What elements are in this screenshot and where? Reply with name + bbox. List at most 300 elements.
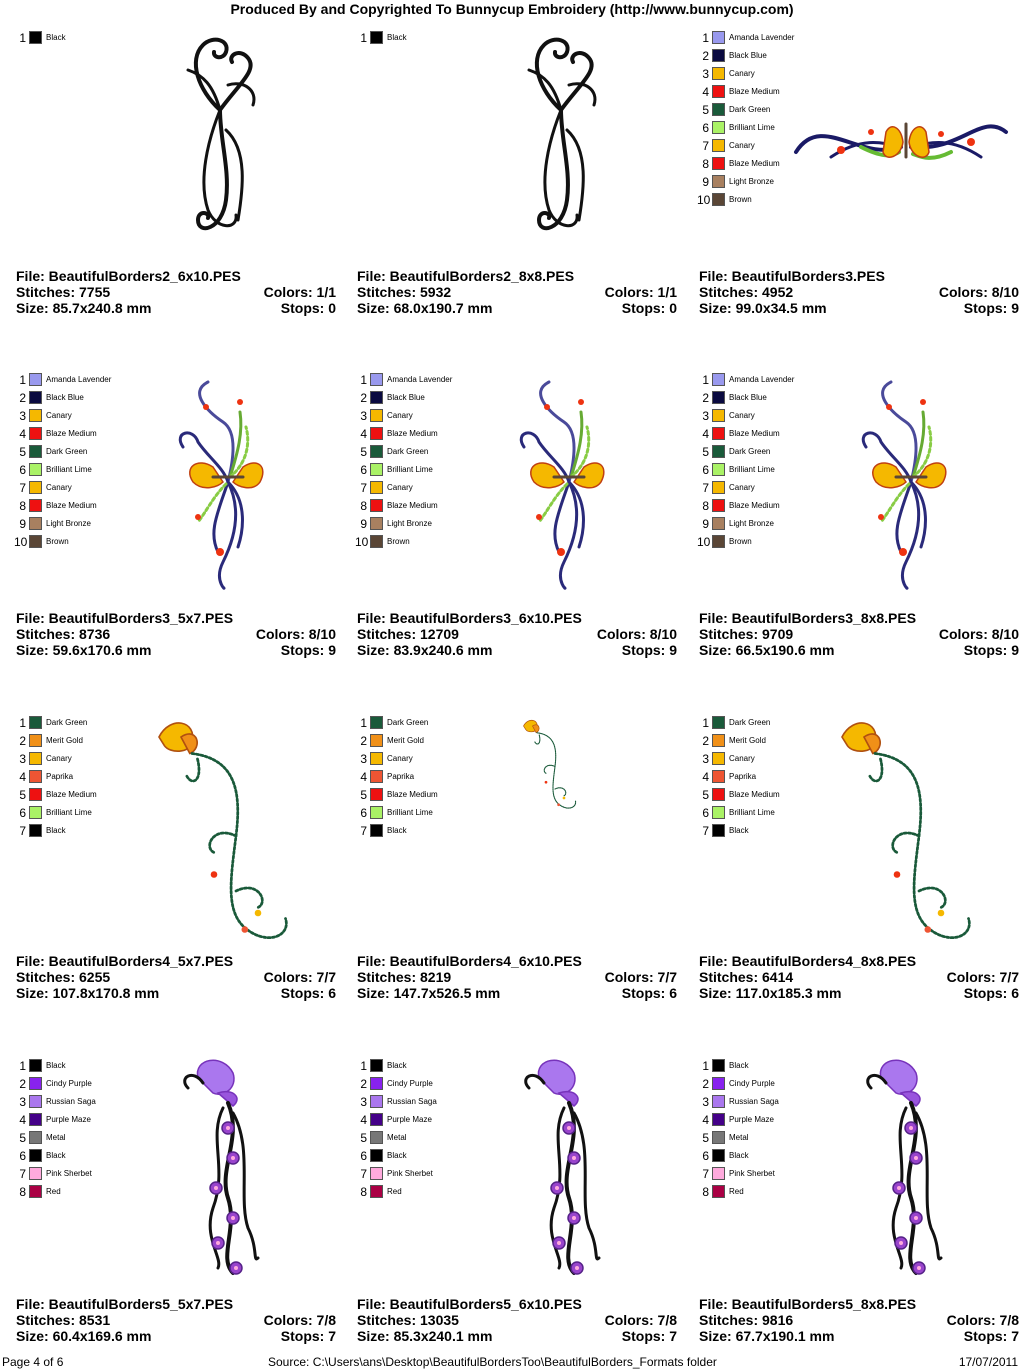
thread-number: 4: [360, 1113, 367, 1127]
thread-name: Blaze Medium: [387, 429, 438, 438]
thread-number: 1: [702, 1059, 709, 1073]
thread-name: Blaze Medium: [729, 429, 780, 438]
thread-number: 8: [702, 157, 709, 171]
design-size: Size: 67.7x190.1 mm: [699, 1328, 835, 1344]
thread-name: Dark Green: [729, 105, 771, 114]
thread-name: Light Bronze: [46, 519, 91, 528]
thread-number: 2: [702, 1077, 709, 1091]
design-info: [699, 953, 1019, 1001]
design-card: [8, 20, 338, 320]
thread-color-swatch: [712, 535, 725, 548]
thread-number: 8: [19, 499, 26, 513]
thread-color-swatch: [29, 824, 42, 837]
thread-number: 4: [702, 770, 709, 784]
thread-row: [697, 84, 897, 100]
embroidery-design-preview: [168, 30, 278, 260]
thread-color-swatch: [370, 734, 383, 747]
thread-number: 4: [19, 770, 26, 784]
thread-name: Paprika: [46, 772, 74, 781]
thread-number: 3: [360, 409, 367, 423]
thread-name: Canary: [46, 411, 72, 420]
stitch-count: Stitches: 6255: [16, 969, 111, 985]
stitches-row: [699, 284, 1019, 300]
design-size: Size: 83.9x240.6 mm: [357, 642, 493, 658]
color-count: Colors: 1/1: [263, 284, 336, 300]
thread-color-swatch: [712, 445, 725, 458]
thread-name: Black: [46, 826, 66, 835]
thread-number: 6: [360, 1149, 367, 1163]
thread-color-swatch: [370, 31, 383, 44]
size-row: [357, 985, 677, 1001]
thread-row: [697, 48, 897, 64]
thread-color-swatch: [29, 1095, 42, 1108]
embroidery-design-preview: [851, 372, 961, 602]
thread-number: 2: [360, 391, 367, 405]
design-info: [357, 610, 677, 658]
stitches-row: [699, 626, 1019, 642]
thread-color-swatch: [29, 1077, 42, 1090]
thread-number: 1: [360, 373, 367, 387]
thread-number: 3: [360, 752, 367, 766]
thread-color-swatch: [712, 824, 725, 837]
file-name: File: BeautifulBorders3_5x7.PES: [16, 610, 234, 626]
design-info: [357, 953, 677, 1001]
thread-color-swatch: [370, 770, 383, 783]
thread-number: 7: [19, 1167, 26, 1181]
thread-number: 7: [360, 481, 367, 495]
thread-name: Dark Green: [387, 447, 429, 456]
thread-color-swatch: [370, 409, 383, 422]
thread-number: 5: [702, 103, 709, 117]
stop-count: Stops: 0: [280, 300, 336, 316]
thread-color-swatch: [370, 499, 383, 512]
thread-color-swatch: [370, 1059, 383, 1072]
thread-number: 7: [360, 1167, 367, 1181]
design-info: [16, 610, 336, 658]
thread-number: 4: [360, 427, 367, 441]
thread-color-swatch: [370, 1113, 383, 1126]
thread-number: 7: [360, 824, 367, 838]
thread-number: 4: [702, 85, 709, 99]
thread-name: Dark Green: [46, 447, 88, 456]
thread-name: Brown: [729, 195, 752, 204]
thread-name: Black: [729, 1151, 749, 1160]
stitch-count: Stitches: 9709: [699, 626, 794, 642]
thread-row: [697, 30, 897, 46]
thread-number: 1: [702, 31, 709, 45]
thread-number: 6: [360, 806, 367, 820]
thread-color-swatch: [370, 1149, 383, 1162]
color-count: Colors: 8/10: [938, 284, 1019, 300]
thread-name: Light Bronze: [729, 519, 774, 528]
thread-color-swatch: [712, 175, 725, 188]
design-info: [16, 1296, 336, 1344]
thread-color-swatch: [712, 67, 725, 80]
thread-color-swatch: [712, 1095, 725, 1108]
thread-color-swatch: [29, 734, 42, 747]
thread-name: Russian Saga: [729, 1097, 779, 1106]
size-row: [16, 985, 336, 1001]
thread-name: Brilliant Lime: [729, 123, 775, 132]
thread-number: 7: [19, 481, 26, 495]
thread-name: Blaze Medium: [46, 429, 97, 438]
thread-name: Brilliant Lime: [729, 465, 775, 474]
thread-name: Black: [387, 1151, 407, 1160]
thread-number: 5: [19, 1131, 26, 1145]
size-row: [16, 642, 336, 658]
thread-name: Light Bronze: [729, 177, 774, 186]
thread-name: Red: [729, 1187, 744, 1196]
design-size: Size: 85.3x240.1 mm: [357, 1328, 493, 1344]
thread-color-swatch: [29, 535, 42, 548]
thread-number: 10: [697, 193, 711, 207]
design-size: Size: 107.8x170.8 mm: [16, 985, 160, 1001]
thread-number: 9: [702, 517, 709, 531]
thread-color-swatch: [712, 157, 725, 170]
thread-name: Merit Gold: [729, 736, 766, 745]
thread-name: Red: [46, 1187, 61, 1196]
thread-name: Black Blue: [729, 393, 767, 402]
design-size: Size: 68.0x190.7 mm: [357, 300, 493, 316]
design-card: [691, 705, 1021, 1005]
stitches-row: [357, 284, 677, 300]
thread-color-swatch: [370, 373, 383, 386]
thread-color-swatch: [712, 1059, 725, 1072]
thread-name: Cindy Purple: [46, 1079, 92, 1088]
thread-color-swatch: [29, 1113, 42, 1126]
thread-color-swatch: [712, 1185, 725, 1198]
source-path: Source: C:\Users\ans\Desktop\BeautifulBordersToo\BeautifulBorders_Formats folder: [268, 1355, 717, 1369]
thread-number: 5: [702, 445, 709, 459]
thread-name: Canary: [729, 141, 755, 150]
embroidery-design-preview: [791, 102, 1011, 182]
stop-count: Stops: 7: [963, 1328, 1019, 1344]
color-count: Colors: 1/1: [604, 284, 677, 300]
thread-name: Brilliant Lime: [729, 808, 775, 817]
size-row: [699, 985, 1019, 1001]
thread-name: Amanda Lavender: [46, 375, 112, 384]
color-count: Colors: 7/7: [946, 969, 1019, 985]
design-info: [16, 268, 336, 316]
thread-number: 6: [702, 806, 709, 820]
stitches-row: [357, 1312, 677, 1328]
thread-color-swatch: [712, 1149, 725, 1162]
thread-name: Russian Saga: [46, 1097, 96, 1106]
thread-number: 10: [355, 535, 369, 549]
design-size: Size: 60.4x169.6 mm: [16, 1328, 152, 1344]
thread-name: Black: [729, 1061, 749, 1070]
thread-color-swatch: [712, 193, 725, 206]
thread-color-swatch: [29, 481, 42, 494]
thread-color-swatch: [370, 463, 383, 476]
stitches-row: [699, 969, 1019, 985]
thread-color-swatch: [29, 409, 42, 422]
thread-number: 7: [702, 481, 709, 495]
thread-color-swatch: [712, 463, 725, 476]
thread-color-swatch: [370, 481, 383, 494]
thread-name: Russian Saga: [387, 1097, 437, 1106]
design-size: Size: 147.7x526.5 mm: [357, 985, 501, 1001]
design-card: [691, 20, 1021, 320]
thread-name: Merit Gold: [387, 736, 424, 745]
thread-number: 5: [360, 1131, 367, 1145]
stitches-row: [16, 284, 336, 300]
thread-color-swatch: [712, 1077, 725, 1090]
thread-number: 2: [360, 1077, 367, 1091]
stop-count: Stops: 6: [280, 985, 336, 1001]
thread-color-swatch: [712, 49, 725, 62]
design-card: [349, 1048, 679, 1348]
thread-name: Blaze Medium: [387, 501, 438, 510]
thread-number: 6: [702, 1149, 709, 1163]
thread-number: 9: [360, 517, 367, 531]
thread-name: Canary: [729, 754, 755, 763]
thread-color-swatch: [712, 373, 725, 386]
thread-number: 1: [360, 716, 367, 730]
thread-number: 4: [702, 1113, 709, 1127]
thread-color-swatch: [370, 1185, 383, 1198]
page-number: Page 4 of 6: [2, 1355, 64, 1369]
thread-number: 7: [702, 824, 709, 838]
thread-name: Brilliant Lime: [46, 808, 92, 817]
thread-number: 1: [360, 1059, 367, 1073]
thread-number: 6: [19, 1149, 26, 1163]
design-info: [699, 610, 1019, 658]
thread-number: 3: [702, 752, 709, 766]
stitch-count: Stitches: 9816: [699, 1312, 794, 1328]
color-count: Colors: 7/7: [263, 969, 336, 985]
thread-name: Blaze Medium: [729, 790, 780, 799]
thread-name: Metal: [387, 1133, 407, 1142]
thread-name: Canary: [46, 483, 72, 492]
thread-color-swatch: [370, 391, 383, 404]
thread-name: Canary: [387, 754, 413, 763]
thread-number: 1: [19, 716, 26, 730]
thread-number: 1: [19, 1059, 26, 1073]
thread-name: Amanda Lavender: [387, 375, 453, 384]
thread-color-swatch: [712, 806, 725, 819]
stitch-count: Stitches: 8219: [357, 969, 452, 985]
stop-count: Stops: 6: [963, 985, 1019, 1001]
thread-name: Blaze Medium: [729, 501, 780, 510]
size-row: [357, 642, 677, 658]
thread-color-swatch: [29, 1149, 42, 1162]
thread-name: Canary: [729, 69, 755, 78]
thread-name: Canary: [729, 411, 755, 420]
thread-number: 3: [19, 409, 26, 423]
thread-color-swatch: [712, 716, 725, 729]
file-name: File: BeautifulBorders2_6x10.PES: [16, 268, 241, 284]
thread-name: Dark Green: [729, 718, 771, 727]
thread-color-swatch: [29, 517, 42, 530]
thread-color-swatch: [712, 788, 725, 801]
thread-number: 1: [19, 31, 26, 45]
thread-color-swatch: [712, 31, 725, 44]
size-row: [699, 300, 1019, 316]
file-name: File: BeautifulBorders5_8x8.PES: [699, 1296, 917, 1312]
thread-number: 8: [19, 1185, 26, 1199]
thread-color-swatch: [712, 85, 725, 98]
stop-count: Stops: 7: [621, 1328, 677, 1344]
thread-color-swatch: [712, 427, 725, 440]
embroidery-design-preview: [519, 1058, 619, 1288]
thread-name: Black: [387, 826, 407, 835]
thread-color-swatch: [370, 752, 383, 765]
thread-name: Cindy Purple: [729, 1079, 775, 1088]
thread-color-swatch: [29, 31, 42, 44]
thread-number: 2: [702, 734, 709, 748]
thread-number: 1: [360, 31, 367, 45]
thread-color-swatch: [712, 734, 725, 747]
thread-color-swatch: [370, 445, 383, 458]
thread-color-swatch: [29, 1131, 42, 1144]
embroidery-design-preview: [831, 715, 981, 945]
thread-name: Red: [387, 1187, 402, 1196]
file-name: File: BeautifulBorders4_5x7.PES: [16, 953, 234, 969]
size-row: [699, 1328, 1019, 1344]
thread-color-swatch: [370, 806, 383, 819]
thread-name: Black Blue: [387, 393, 425, 402]
stop-count: Stops: 9: [963, 300, 1019, 316]
thread-number: 7: [702, 1167, 709, 1181]
thread-name: Dark Green: [387, 718, 429, 727]
thread-color-swatch: [712, 139, 725, 152]
thread-name: Purple Maze: [46, 1115, 91, 1124]
thread-number: 5: [19, 788, 26, 802]
thread-name: Amanda Lavender: [729, 33, 795, 42]
thread-number: 2: [702, 391, 709, 405]
thread-color-swatch: [370, 1077, 383, 1090]
thread-number: 2: [19, 734, 26, 748]
thread-name: Merit Gold: [46, 736, 83, 745]
thread-number: 2: [19, 1077, 26, 1091]
thread-number: 6: [19, 463, 26, 477]
thread-color-swatch: [712, 752, 725, 765]
thread-color-swatch: [712, 409, 725, 422]
thread-number: 3: [19, 752, 26, 766]
design-size: Size: 85.7x240.8 mm: [16, 300, 152, 316]
thread-name: Brilliant Lime: [387, 465, 433, 474]
thread-number: 5: [702, 788, 709, 802]
size-row: [16, 300, 336, 316]
thread-color-swatch: [29, 716, 42, 729]
thread-number: 1: [702, 373, 709, 387]
size-row: [699, 642, 1019, 658]
design-size: Size: 66.5x190.6 mm: [699, 642, 835, 658]
thread-color-swatch: [370, 517, 383, 530]
thread-color-swatch: [370, 1167, 383, 1180]
thread-color-swatch: [712, 1167, 725, 1180]
thread-color-swatch: [29, 463, 42, 476]
thread-number: 4: [19, 1113, 26, 1127]
thread-name: Brilliant Lime: [46, 465, 92, 474]
stitch-count: Stitches: 5932: [357, 284, 452, 300]
thread-number: 1: [702, 716, 709, 730]
thread-color-swatch: [29, 806, 42, 819]
thread-name: Canary: [387, 483, 413, 492]
thread-name: Pink Sherbet: [46, 1169, 92, 1178]
stop-count: Stops: 6: [621, 985, 677, 1001]
color-count: Colors: 8/10: [596, 626, 677, 642]
thread-name: Purple Maze: [729, 1115, 774, 1124]
thread-number: 5: [702, 1131, 709, 1145]
thread-name: Light Bronze: [387, 519, 432, 528]
thread-color-swatch: [29, 445, 42, 458]
thread-color-swatch: [29, 788, 42, 801]
stop-count: Stops: 0: [621, 300, 677, 316]
page-header: Produced By and Copyrighted To Bunnycup Embroidery (http://www.bunnycup.com): [230, 1, 794, 17]
thread-color-swatch: [712, 481, 725, 494]
color-count: Colors: 7/8: [263, 1312, 336, 1328]
size-row: [357, 1328, 677, 1344]
thread-number: 10: [14, 535, 28, 549]
design-info: [16, 953, 336, 1001]
thread-name: Black Blue: [729, 51, 767, 60]
embroidery-design-preview: [861, 1058, 961, 1288]
stitch-count: Stitches: 8736: [16, 626, 111, 642]
embroidery-design-preview: [168, 372, 278, 602]
thread-name: Blaze Medium: [387, 790, 438, 799]
thread-number: 7: [19, 824, 26, 838]
thread-number: 3: [702, 409, 709, 423]
thread-number: 3: [702, 1095, 709, 1109]
design-card: [349, 705, 679, 1005]
thread-color-swatch: [712, 121, 725, 134]
design-card: [8, 705, 338, 1005]
design-size: Size: 59.6x170.6 mm: [16, 642, 152, 658]
stitch-count: Stitches: 13035: [357, 1312, 459, 1328]
stitches-row: [357, 626, 677, 642]
thread-color-swatch: [712, 1131, 725, 1144]
thread-number: 8: [702, 1185, 709, 1199]
stitches-row: [16, 1312, 336, 1328]
thread-name: Dark Green: [729, 447, 771, 456]
design-info: [699, 1296, 1019, 1344]
file-name: File: BeautifulBorders3_8x8.PES: [699, 610, 917, 626]
thread-number: 6: [360, 463, 367, 477]
thread-number: 8: [360, 1185, 367, 1199]
color-count: Colors: 7/8: [604, 1312, 677, 1328]
thread-name: Cindy Purple: [387, 1079, 433, 1088]
thread-name: Dark Green: [46, 718, 88, 727]
thread-number: 2: [702, 49, 709, 63]
thread-number: 6: [702, 121, 709, 135]
thread-name: Brown: [46, 537, 69, 546]
design-card: [691, 1048, 1021, 1348]
thread-color-swatch: [29, 1167, 42, 1180]
thread-color-swatch: [712, 770, 725, 783]
thread-number: 5: [360, 788, 367, 802]
file-name: File: BeautifulBorders4_6x10.PES: [357, 953, 582, 969]
thread-number: 9: [19, 517, 26, 531]
thread-name: Canary: [729, 483, 755, 492]
stitches-row: [699, 1312, 1019, 1328]
stitch-count: Stitches: 6414: [699, 969, 794, 985]
design-size: Size: 117.0x185.3 mm: [699, 985, 842, 1001]
thread-name: Canary: [387, 411, 413, 420]
page-footer: [0, 1354, 1024, 1370]
design-card: [8, 1048, 338, 1348]
thread-color-swatch: [29, 1185, 42, 1198]
design-card: [8, 362, 338, 662]
design-size: Size: 99.0x34.5 mm: [699, 300, 827, 316]
stitches-row: [16, 626, 336, 642]
thread-name: Blaze Medium: [46, 501, 97, 510]
stop-count: Stops: 9: [280, 642, 336, 658]
thread-name: Metal: [729, 1133, 749, 1142]
stop-count: Stops: 7: [280, 1328, 336, 1344]
embroidery-design-preview: [178, 1058, 278, 1288]
